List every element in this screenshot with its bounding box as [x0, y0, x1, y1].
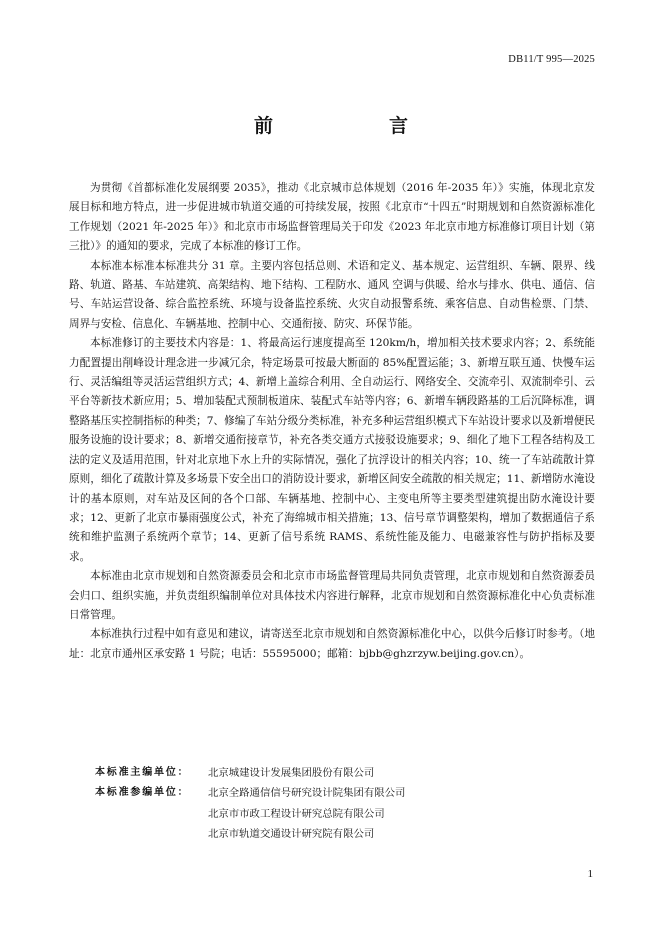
page-title: 前 言: [253, 115, 434, 137]
paragraph-technical-changes: 本标准修订的主要技术内容是：1、将最高运行速度提高至 120km/h，增加相关技术要求内容；2、系统能力配置提出削峰设计理念进一步减冗余，特定场景可按最大断面的 85%配置运能；3、新增互联互通、快慢车运行、灵活编组等灵活运营组织方式；4、新增上盖综合利用、全自动运行、网络安全、交流牵引、双流制牵引、云平台等新技术新应用；5、增加装配式预制板道床、装配式车站等内容；6、新增车辆段路基的工后沉降标准，调整路基压实控制指标的种类；7、修编了车站分级分类标准，补充多种运营组织模式下车站设计要求以及新增便民服务设施的设计要求；8、新增交通衔接章节，补充各类交通方式接驳设施要求；9、细化了地下工程各结构及工法的定义及适用范围，针对北京地下水上升的实际情况，强化了抗浮设计的相关内容；10、统一了车站疏散计算原则，细化了疏散计算及多场景下安全出口的消防设计要求，新增区间安全疏散的相关规定；11、新增防水淹设计的基本原则，对车站及区间的各个口部、车辆基地、控制中心、主变电所等主要类型建筑提出防水淹设计要求；12、更新了北京市暴雨强度公式，补充了海绵城市相关措施；13、信号章节调整架构，增加了数据通信子系统和维护监测子系统两个章节；14、更新了信号系统 RAMS、系统性能及能力、电磁兼容性与防护指标及要求。: [69, 337, 595, 563]
page-number: 1: [587, 868, 593, 880]
chief-editor-row: [95, 763, 405, 783]
drafting-units: [95, 763, 405, 845]
participant-row: [95, 783, 405, 803]
chief-editor-label: 本标准主编单位：: [95, 767, 190, 778]
document-code: DB11/T 995—2025: [508, 54, 595, 65]
paragraph-management: 本标准由北京市规划和自然资源委员会和北京市市场监督管理局共同负责管理，北京市规划和自然资源委员会归口、组织实施，并负责组织编制单位对具体技术内容进行解释，北京市规划和自然资源标准化中心负责标准日常管理。: [69, 570, 595, 621]
participant-org: 北京全路通信信号研究设计院集团有限公司: [208, 787, 406, 800]
participant-org: 北京市轨道交通设计研究院有限公司: [208, 828, 375, 841]
paragraph-structure: 本标准本标准本标准共分 31 章。主要内容包括总则、术语和定义、基本规定、运营组织、车辆、限界、线路、轨道、路基、车站建筑、高架结构、地下结构、工程防水、通风 空调与供暖、给水与排水、供电、通信、信号、车站运营设备、综合监控系统、环境与设备监控系统、火灾自动报警系统、乘客信息、自动售检票、门禁、周界与安检、信息化、车辆基地、控制中心、交通衔接、防灾、环保节能。: [69, 259, 595, 330]
participant-org: 北京市市政工程设计研究总院有限公司: [208, 807, 385, 820]
paragraph-feedback: 本标准执行过程中如有意见和建议，请寄送至北京市规划和自然资源标准化中心，以供今后修订时参考。（地址：北京市通州区承安路 1 号院；电话：55595000；邮箱：bjbb@ghzrzyw.beijing.gov.cn）。: [69, 628, 595, 660]
chief-editor-org: 北京城建设计发展集团股份有限公司: [208, 767, 375, 779]
participant-row: [95, 824, 405, 844]
participant-label: 本标准参编单位：: [95, 787, 190, 799]
paragraph-purpose: 为贯彻《首都标准化发展纲要 2035》，推动《北京城市总体规划（2016 年-2035 年）》实施，体现北京发展目标和地方特点，进一步促进城市轨道交通的可持续发展，按照《北京市“十四五”时期规划和自然资源标准化工作规划（2021 年-2025 年）》和北京市市场监督管理局关于印发《2023 年北京市地方标准修订项目计划（第三批）》的通知的要求，完成了本标准的修订工作。: [69, 182, 595, 253]
participant-row: [95, 804, 405, 824]
foreword-body: [69, 179, 595, 664]
